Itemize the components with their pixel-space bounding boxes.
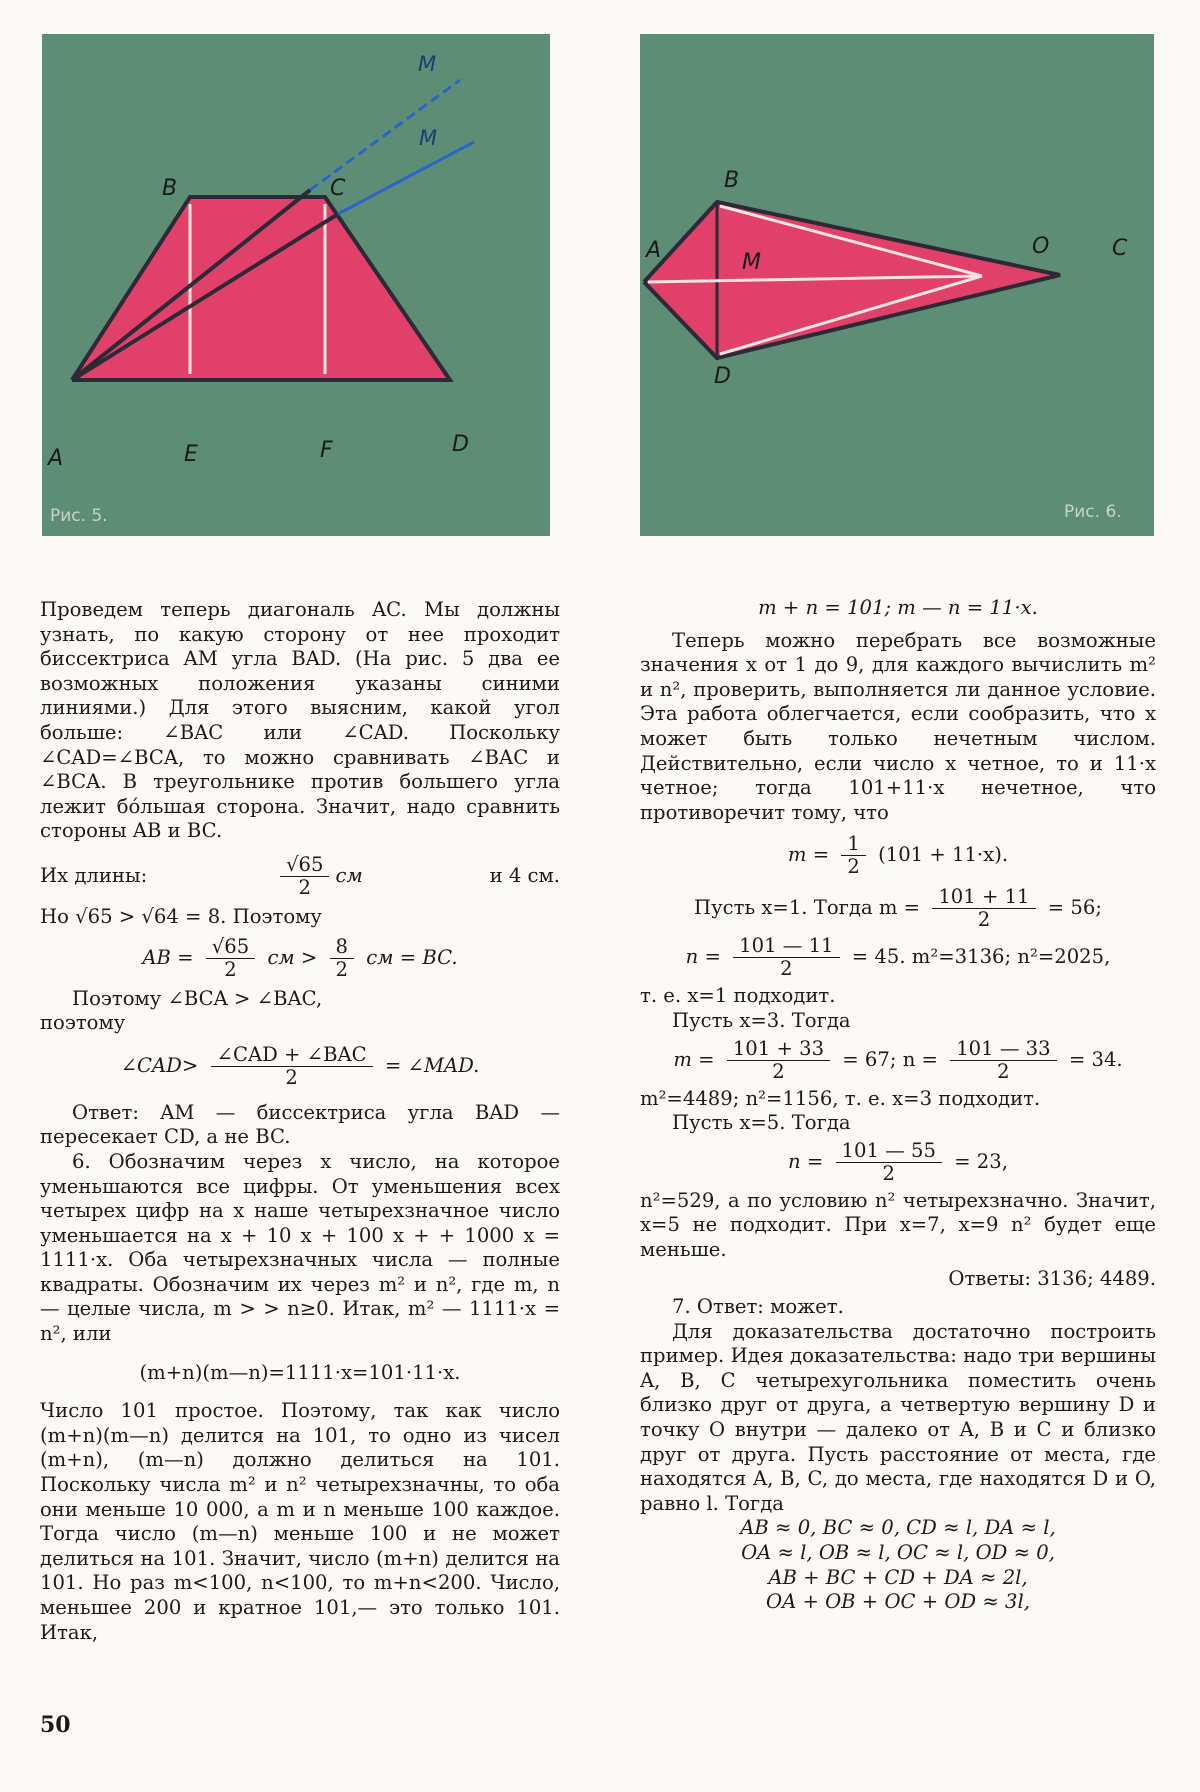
case-x5-intro: Пусть x=5. Тогда	[672, 1111, 851, 1135]
case-x1-result: т. е. x=1 подходит.	[640, 984, 836, 1008]
page-number: 50	[40, 1712, 71, 1738]
approx-line-1: AB ≈ 0, BC ≈ 0, CD ≈ l, DA ≈ l,	[740, 1516, 1056, 1540]
ab-bc-formula: AB = $\frac{√65}{2}$ см > $\frac{8}{2}$ см = BC.	[142, 934, 458, 981]
label-d: D	[714, 364, 731, 389]
case-x3-formulas: m = $\frac{101 + 33}{2}$ = 67; n = $\frac{101 — 33}{2}$ = 34.	[673, 1036, 1123, 1083]
mn-system: m + n = 101; m — n = 11·x.	[758, 596, 1038, 619]
lengths-line: Их длины: √65 2 см и 4 см.	[40, 852, 561, 899]
label-d: D	[452, 432, 469, 457]
m-formula: m = $\frac{1}{2}$ (101 + 11·x).	[787, 832, 1009, 879]
angle-comparison: Поэтому ∠BCA > ∠BAC,	[72, 986, 323, 1010]
label-b: B	[162, 176, 178, 201]
case-x5-result: n²=529, а по условию n² четырехзначно. Значит, x=5 не подходит. При x=7, x=9 n² будет еще меньше.	[640, 1188, 1156, 1261]
case-x1-n: n = $\frac{101 — 11}{2}$ = 45. m²=3136; n²=2025,	[685, 934, 1111, 981]
paragraph-diagonal: Проведем теперь диагональ AC. Мы должны узнать, по какую сторону от нее проходит биссектриса AM угла BAD. (На рис. 5 два ее возможных положения указаны синими линиями.) Для этого выясним, какой угол больше: ∠BAC или ∠CAD. Поскольку ∠CAD=∠BCA, то можно сравнивать ∠BAC и ∠BCA. В треугольнике против большего угла лежит бо́льшая сторона. Значит, надо сравнить стороны AB и BC.	[40, 598, 560, 843]
case-x3-intro: Пусть x=3. Тогда	[672, 1008, 851, 1032]
figure-6	[640, 34, 1154, 536]
factor-equation: (m+n)(m—n)=1111·x=101·11·x.	[139, 1360, 461, 1384]
label-c: C	[1112, 236, 1128, 261]
fraction-sqrt65-2: √65 2	[280, 854, 329, 899]
answer-7: 7. Ответ: может.	[672, 1295, 844, 1319]
left-column	[40, 598, 560, 1645]
label-e: E	[184, 442, 198, 467]
answer-5: Ответ: AM — биссектриса угла BAD — пересекает CD, а не BC.	[40, 1100, 560, 1149]
figure-5-caption: Рис. 5.	[50, 506, 108, 526]
therefore-line: поэтому	[40, 1011, 126, 1035]
label-m-lower: M	[419, 126, 438, 150]
approx-line-3: AB + BC + CD + DA ≈ 2l,	[768, 1565, 1028, 1589]
approx-line-2: OA ≈ l, OB ≈ l, OC ≈ l, OD ≈ 0,	[741, 1541, 1055, 1565]
cad-mad-formula: ∠CAD> ∠CAD + ∠BAC 2 = ∠MAD.	[120, 1042, 480, 1089]
label-a: A	[646, 238, 662, 263]
label-c: C	[330, 176, 346, 201]
label-f: F	[320, 438, 333, 463]
prime-101-paragraph: Число 101 простое. Поэтому, так как число (m+n)(m—n) делится на 101, то одно из чисел (m+n), (m—n) должно делиться на 101. Поскольку числа m² и n² четырехзначны, то оба они меньше 10 000, а m и n меньше 100 каждое. Тогда число (m—n) меньше 100 и не может делиться на 101. Значит, число (m+n) делится на 101. Но раз m<100, n<100, то m+n<200. Число, меньшее 200 и кратное 101,— это только 101. Итак,	[40, 1399, 560, 1644]
bisector-am-1-ext	[310, 80, 460, 190]
case-x1-m: Пусть x=1. Тогда m = $\frac{101 + 11}{2}$ = 56;	[694, 885, 1102, 932]
case-x3-result: m²=4489; n²=1156, т. е. x=3 подходит.	[640, 1086, 1041, 1110]
problem-6-solution: 6. Обозначим через x число, на которое уменьшаются все цифры. От уменьшения всех четырех цифр на x наше четырехзначное число уменьшается на x + 10 x + 100 x + + 1000 x = 1111·x. Оба четырехзначных числа — полные квадраты. Обозначим их через m² и n², где m, n — целые числа, m > > n≥0. Итак, m² — 1111·x = n², или	[40, 1149, 560, 1346]
answers-6: Ответы: 3136; 4489.	[948, 1266, 1156, 1290]
label-m: M	[742, 250, 761, 275]
label-b: B	[724, 168, 740, 193]
label-m-upper: M	[418, 52, 437, 76]
label-o: O	[1032, 234, 1050, 259]
figure-6-drawing	[640, 34, 1154, 536]
figure-5-drawing	[42, 34, 550, 536]
right-column	[640, 598, 1156, 1615]
case-x5-formula: n = $\frac{101 — 55}{2}$ = 23,	[788, 1138, 1008, 1185]
figure-5	[42, 34, 550, 536]
label-a: A	[48, 446, 64, 471]
enumeration-paragraph: Теперь можно перебрать все возможные значения x от 1 до 9, для каждого вычислить m² и n², проверить, выполняется ли данное условие. Эта работа облегчается, если сообразить, что x может быть только нечетным числом. Действительно, если число x четное, то и 11·x четное; тогда 101+11·x нечетное, что противоречит тому, что	[640, 628, 1156, 824]
figure-6-caption: Рис. 6.	[1064, 502, 1122, 522]
proof-paragraph: Для доказательства достаточно построить пример. Идея доказательства: надо три вершины A, B, C четырехугольника поместить очень близко друг от друга, а четвертую вершину D и точку O внутри — далеко от A, B и C и близко друг от друга. Пусть расстояние от места, где находятся A, B, C, до места, где находятся D и O, равно l. Тогда	[640, 1319, 1156, 1515]
sqrt-comparison: Но √65 > √64 = 8. Поэтому	[40, 904, 322, 928]
approx-line-4: OA + OB + OC + OD ≈ 3l,	[766, 1590, 1030, 1614]
